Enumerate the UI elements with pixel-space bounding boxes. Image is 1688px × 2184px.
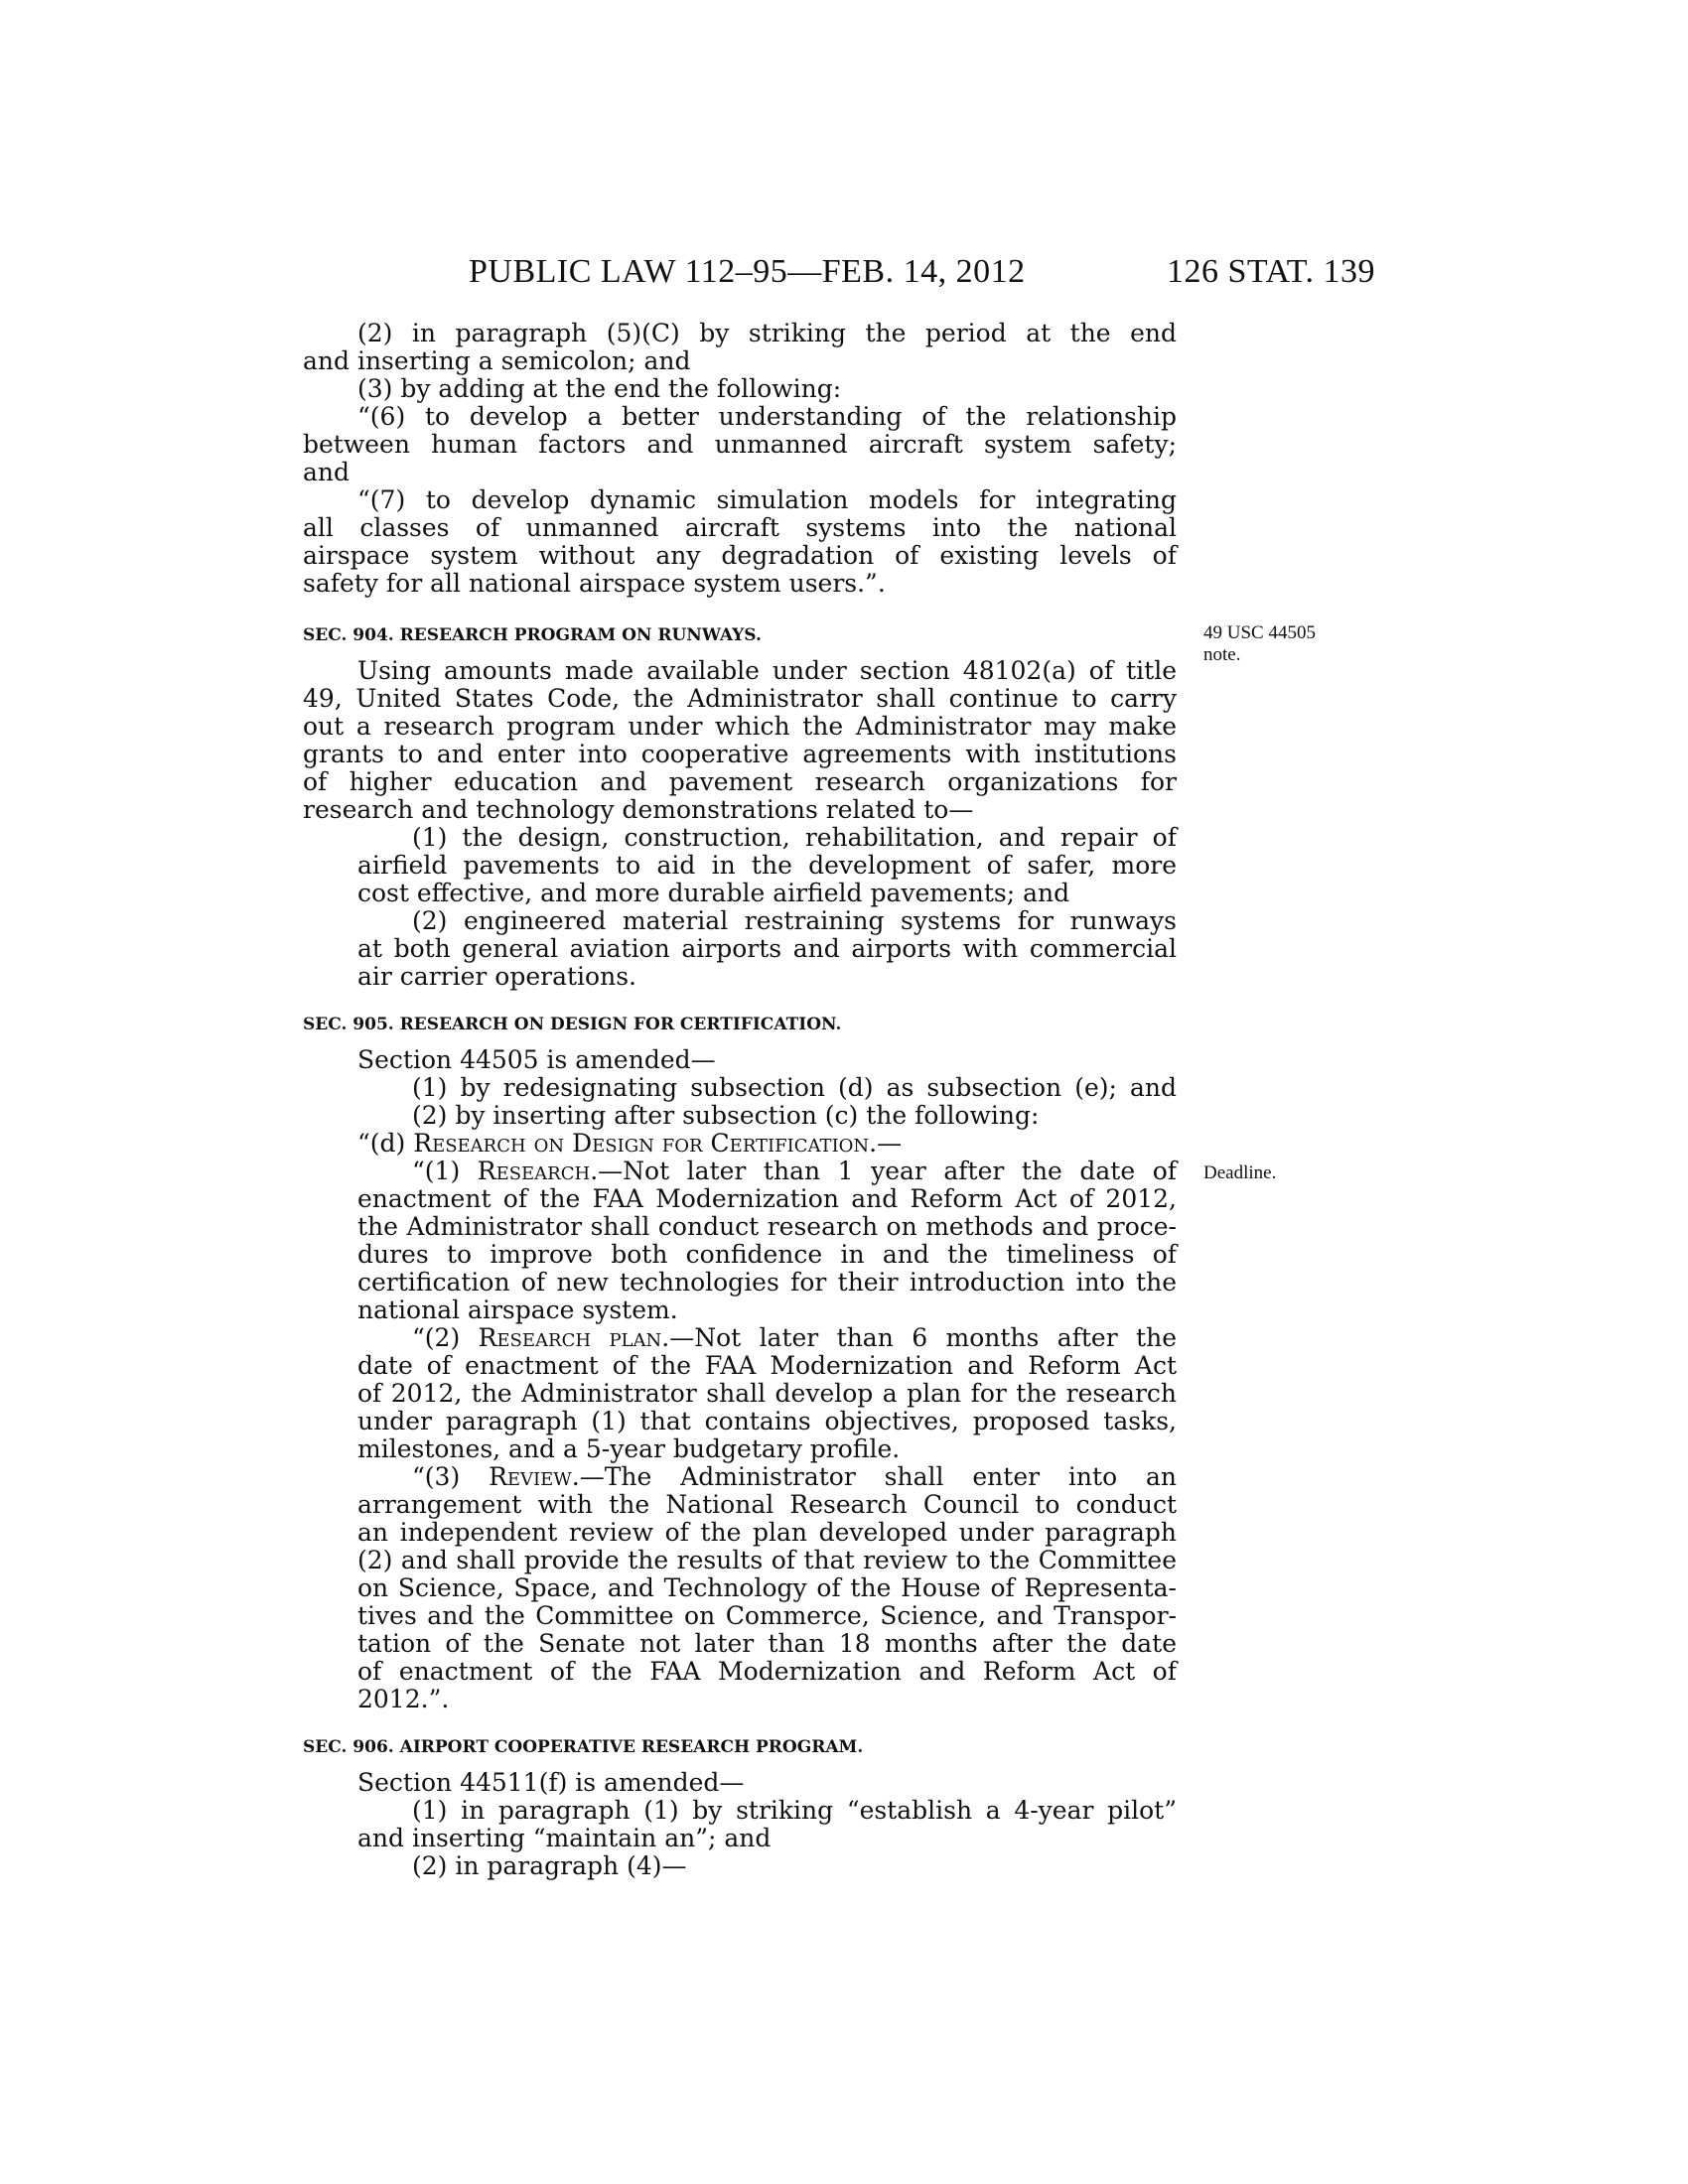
paragraph-2-text: —Not later than 6 months after the — [669, 1323, 1177, 1352]
text-line: (2) in paragraph (4)— — [412, 1851, 687, 1880]
text-line: an independent review of the plan developed under paragraph — [357, 1518, 1177, 1547]
section-906-heading: SEC. 906. AIRPORT COOPERATIVE RESEARCH PROGRAM. — [303, 1737, 864, 1757]
text-line: milestones, and a 5-year budgetary profile. — [357, 1434, 901, 1463]
text-line: “(7) to develop dynamic simulation models for integrating — [357, 485, 1177, 514]
section-905-heading: SEC. 905. RESEARCH ON DESIGN FOR CERTIFICATION. — [303, 1015, 842, 1034]
paragraph-3-title: Review. — [489, 1462, 580, 1491]
paragraph-3-first-line — [412, 1463, 1177, 1491]
subsection-d-suffix: — — [877, 1129, 903, 1158]
text-line: national airspace system. — [357, 1296, 678, 1324]
text-line: (2) and shall provide the results of that review to the Committee — [357, 1546, 1177, 1574]
text-line: (3) by adding at the end the following: — [357, 374, 842, 403]
paragraph-3-body — [303, 1491, 1177, 1713]
section-905-intro: Section 44505 is amended— — [357, 1045, 716, 1074]
section-904-body — [303, 657, 1177, 991]
margin-note-deadline: Deadline. — [1203, 1162, 1277, 1183]
text-line: “(6) to develop a better understanding of the relationship — [357, 402, 1177, 431]
subsection-d-title: Research on Design for Certification. — [413, 1129, 878, 1158]
text-line: research and technology demonstrations related to— — [303, 795, 974, 824]
text-line: (2) in paragraph (5)(C) by striking the period at the end — [357, 319, 1177, 347]
paragraph-2-body — [303, 1352, 1177, 1463]
margin-note-usc-line2: note. — [1203, 644, 1241, 665]
text-line: enactment of the FAA Modernization and Reform Act of 2012, — [357, 1184, 1177, 1213]
text-line: Section 44511(f) is amended— — [357, 1768, 745, 1797]
paragraph-1-first-line — [412, 1158, 1177, 1185]
text-line: of higher education and pavement research organizations for — [303, 767, 1177, 796]
text-line: grants to and enter into cooperative agreements with institutions — [303, 740, 1177, 768]
text-line: and inserting “maintain an”; and — [357, 1824, 772, 1852]
paragraph-3-prefix: “(3) — [412, 1462, 490, 1491]
text-line: between human factors and unmanned aircraft system safety; — [303, 430, 1177, 459]
text-line: airfield pavements to aid in the development of safer, more — [357, 851, 1177, 880]
section-905-item-2: (2) by inserting after subsection (c) the following: — [412, 1101, 1040, 1130]
text-line: air carrier operations. — [357, 962, 636, 991]
text-line: under paragraph (1) that contains objectives, proposed tasks, — [357, 1407, 1177, 1435]
paragraph-1-title: Research. — [477, 1157, 599, 1185]
text-line: tives and the Committee on Commerce, Science, and Transpor- — [357, 1601, 1177, 1630]
text-line: out a research program under which the Administrator may make — [303, 712, 1177, 741]
subsection-d-heading — [357, 1130, 902, 1158]
text-line: and inserting a semicolon; and — [303, 346, 691, 375]
running-header-law: PUBLIC LAW 112–95—FEB. 14, 2012 — [469, 253, 1026, 290]
text-line: date of enactment of the FAA Modernization and Reform Act — [357, 1351, 1177, 1380]
text-line: and — [303, 458, 351, 486]
text-line: at both general aviation airports and airports with commercial — [357, 934, 1177, 963]
paragraph-1-body — [303, 1185, 1177, 1324]
text-line: certification of new technologies for their introduction into the — [357, 1268, 1177, 1297]
section-905-item-1: (1) by redesignating subsection (d) as subsection (e); and — [412, 1073, 1177, 1102]
text-line: (1) in paragraph (1) by striking “establish a 4-year pilot” — [412, 1796, 1177, 1825]
text-line: airspace system without any degradation of existing levels of — [303, 541, 1177, 570]
text-line: (2) engineered material restraining systems for runways — [412, 906, 1177, 935]
paragraph-2-title: Research plan. — [478, 1323, 670, 1352]
section-906-body — [303, 1769, 1177, 1880]
text-line: cost effective, and more durable airfield pavements; and — [357, 879, 1070, 907]
margin-note-usc-line1: 49 USC 44505 — [1203, 622, 1316, 643]
text-line: dures to improve both confidence in and the timeliness of — [357, 1240, 1177, 1269]
text-line: on Science, Space, and Technology of the House of Representa- — [357, 1573, 1177, 1602]
text-line: 2012.”. — [357, 1685, 450, 1713]
text-line: (1) the design, construction, rehabilitation, and repair of — [412, 823, 1177, 852]
paragraph-1-text: —Not later than 1 year after the date of — [598, 1157, 1177, 1185]
text-line: 49, United States Code, the Administrator shall continue to carry — [303, 684, 1177, 713]
paragraph-2-prefix: “(2) — [412, 1323, 479, 1352]
text-line: of enactment of the FAA Modernization and Reform Act of — [357, 1657, 1177, 1686]
amendment-block — [303, 320, 1177, 598]
paragraph-2-first-line — [412, 1324, 1177, 1352]
subsection-d-prefix: “(d) — [357, 1129, 414, 1158]
text-line: of 2012, the Administrator shall develop a plan for the research — [357, 1379, 1177, 1408]
text-line: all classes of unmanned aircraft systems into the national — [303, 513, 1177, 542]
text-line: tation of the Senate not later than 18 months after the date — [357, 1629, 1177, 1658]
text-line: arrangement with the National Research Council to conduct — [357, 1490, 1177, 1519]
running-header-stat: 126 STAT. 139 — [1167, 253, 1375, 290]
section-904-heading: SEC. 904. RESEARCH PROGRAM ON RUNWAYS. — [303, 625, 762, 645]
paragraph-1-prefix: “(1) — [412, 1157, 478, 1185]
text-line: the Administrator shall conduct research on methods and proce- — [357, 1212, 1177, 1241]
text-line: safety for all national airspace system users.”. — [303, 569, 886, 598]
text-line: Using amounts made available under section 48102(a) of title — [357, 656, 1177, 685]
paragraph-3-text: —The Administrator shall enter into an — [579, 1462, 1177, 1491]
margin-note-usc — [1203, 622, 1316, 666]
